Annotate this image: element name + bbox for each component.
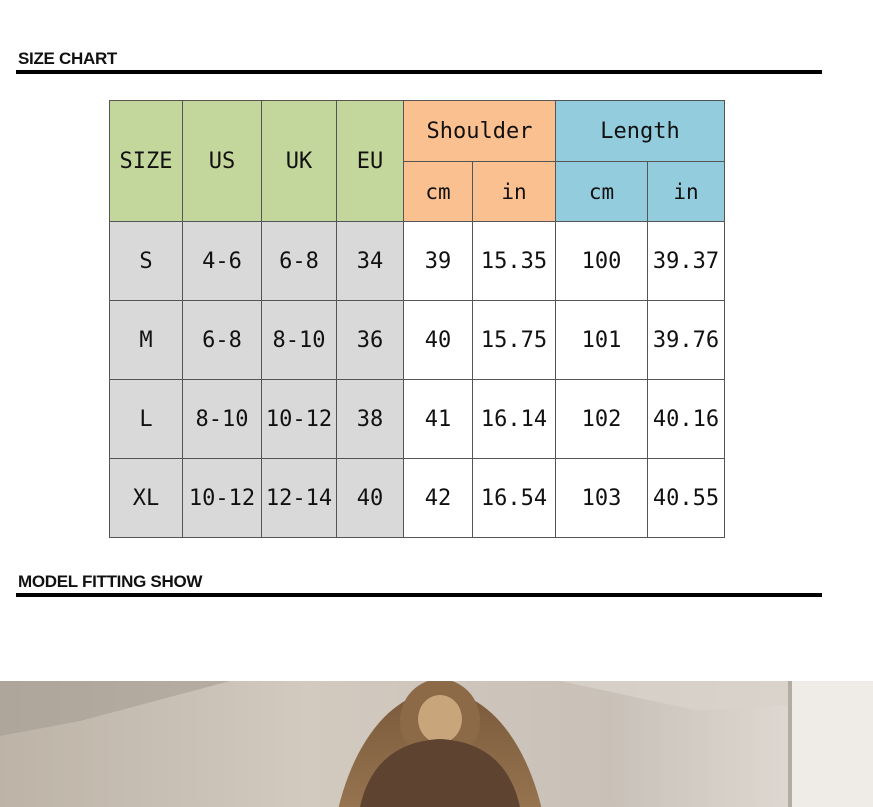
model-fitting-divider — [16, 593, 822, 597]
cell-eu: 40 — [337, 459, 404, 538]
table-row — [110, 301, 725, 380]
cell-size: L — [110, 380, 183, 459]
cell-us: 8-10 — [183, 380, 262, 459]
cell-shoulder-cm: 40 — [404, 301, 473, 380]
cell-size: M — [110, 301, 183, 380]
header-length-cm: cm — [556, 162, 648, 222]
cell-shoulder-in: 15.75 — [473, 301, 556, 380]
cell-uk: 10-12 — [262, 380, 337, 459]
table-row — [110, 222, 725, 301]
cell-size: S — [110, 222, 183, 301]
cell-shoulder-cm: 41 — [404, 380, 473, 459]
header-us: US — [183, 101, 262, 222]
cell-length-in: 40.55 — [648, 459, 725, 538]
header-uk: UK — [262, 101, 337, 222]
header-shoulder-cm: cm — [404, 162, 473, 222]
header-shoulder: Shoulder — [404, 101, 556, 162]
table-header-row — [110, 101, 725, 162]
cell-shoulder-in: 16.54 — [473, 459, 556, 538]
header-shoulder-in: in — [473, 162, 556, 222]
model-photo — [0, 681, 873, 807]
cell-length-cm: 102 — [556, 380, 648, 459]
table-row — [110, 380, 725, 459]
cell-shoulder-cm: 42 — [404, 459, 473, 538]
cell-uk: 12-14 — [262, 459, 337, 538]
header-length: Length — [556, 101, 725, 162]
cell-length-in: 40.16 — [648, 380, 725, 459]
cell-eu: 34 — [337, 222, 404, 301]
cell-length-in: 39.76 — [648, 301, 725, 380]
header-length-in: in — [648, 162, 725, 222]
header-size: SIZE — [110, 101, 183, 222]
size-chart-title: SIZE CHART — [18, 49, 118, 68]
cell-shoulder-cm: 39 — [404, 222, 473, 301]
header-eu: EU — [337, 101, 404, 222]
cell-us: 6-8 — [183, 301, 262, 380]
size-chart-table — [109, 100, 725, 538]
cell-length-cm: 101 — [556, 301, 648, 380]
cell-eu: 38 — [337, 380, 404, 459]
cell-size: XL — [110, 459, 183, 538]
table-row — [110, 459, 725, 538]
cell-shoulder-in: 16.14 — [473, 380, 556, 459]
cell-shoulder-in: 15.35 — [473, 222, 556, 301]
cell-length-cm: 103 — [556, 459, 648, 538]
cell-length-cm: 100 — [556, 222, 648, 301]
cell-us: 10-12 — [183, 459, 262, 538]
cell-us: 4-6 — [183, 222, 262, 301]
cell-uk: 8-10 — [262, 301, 337, 380]
cell-length-in: 39.37 — [648, 222, 725, 301]
model-fitting-title: MODEL FITTING SHOW — [18, 572, 203, 591]
cell-uk: 6-8 — [262, 222, 337, 301]
cell-eu: 36 — [337, 301, 404, 380]
size-chart-divider — [16, 70, 822, 74]
